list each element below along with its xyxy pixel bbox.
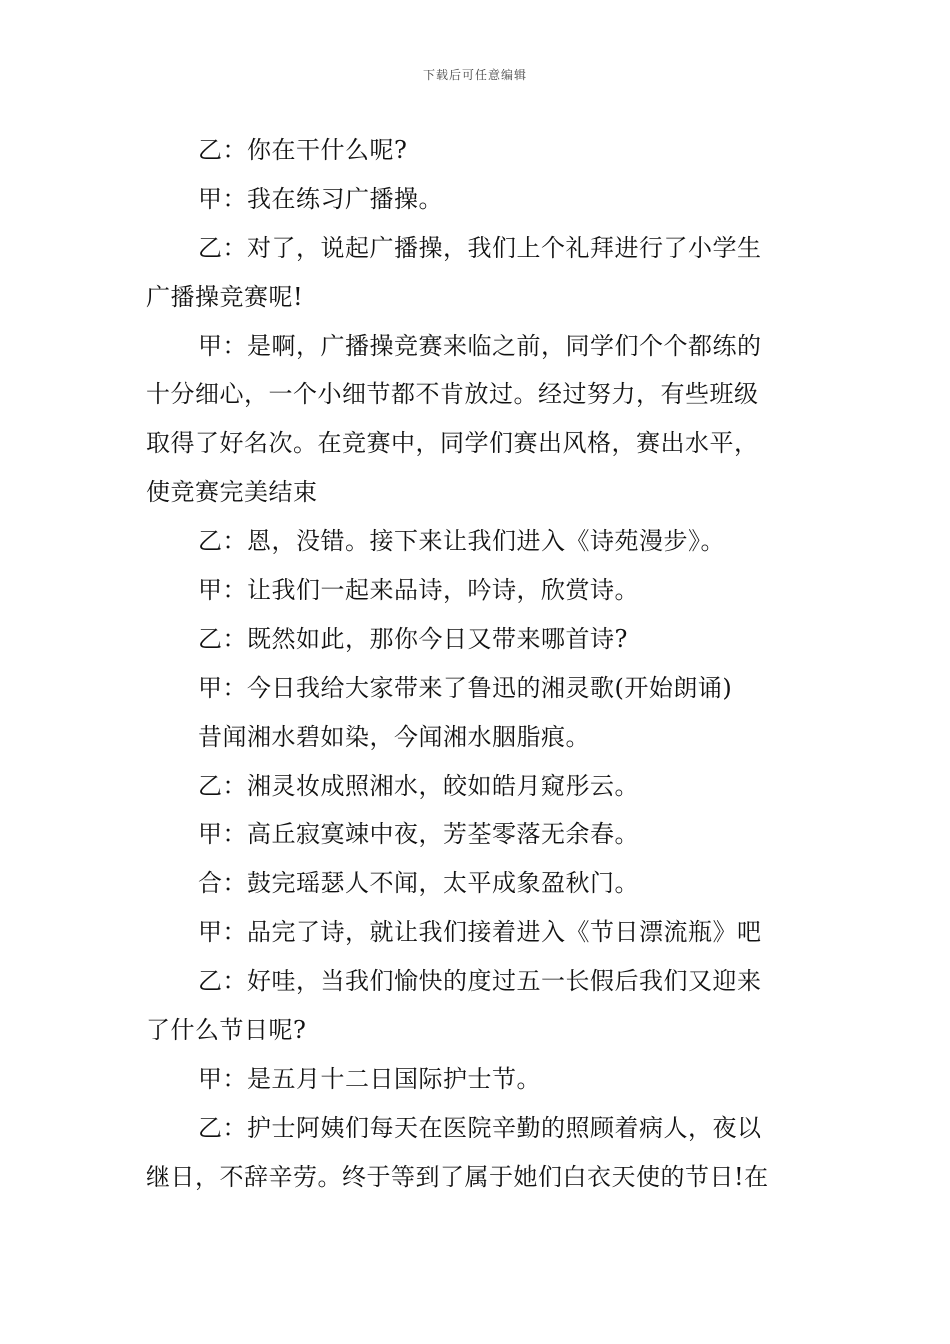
text-line: 乙：好哇，当我们愉快的度过五一长假后我们又迎来	[198, 967, 762, 996]
text-line: 甲：今日我给大家带来了鲁迅的湘灵歌(开始朗诵)	[198, 673, 733, 702]
text-line: 乙：既然如此，那你今日又带来哪首诗?	[198, 624, 628, 653]
page-header-note: 下载后可任意编辑	[422, 68, 527, 82]
text-line: 甲：高丘寂寞竦中夜，芳荃零落无余春。	[198, 820, 639, 849]
text-line: 昔闻湘水碧如染，今闻湘水胭脂痕。	[198, 722, 590, 751]
text-line: 甲：是五月十二日国际护士节。	[198, 1064, 541, 1093]
text-line: 广播操竞赛呢!	[146, 282, 304, 311]
document-body	[146, 126, 810, 1202]
text-line: 甲：是啊，广播操竞赛来临之前，同学们个个都练的	[198, 331, 762, 360]
text-line: 使竞赛完美结束	[146, 478, 318, 507]
text-line: 合：鼓完瑶瑟人不闻，太平成象盈秋门。	[198, 869, 639, 898]
text-line: 乙：你在干什么呢?	[198, 136, 408, 164]
text-line: 了什么节日呢?	[146, 1016, 307, 1045]
text-line: 甲：让我们一起来品诗，吟诗，欣赏诗。	[198, 576, 639, 605]
text-line: 十分细心，一个小细节都不肯放过。经过努力，有些班级	[146, 380, 759, 409]
text-line: 继日，不辞辛劳。终于等到了属于她们白衣天使的节日!在	[146, 1162, 769, 1191]
text-line: 甲：品完了诗，就让我们接着进入《节日漂流瓶》吧	[198, 918, 762, 947]
text-line: 乙：对了，说起广播操，我们上个礼拜进行了小学生	[198, 233, 762, 262]
text-line: 乙：恩，没错。接下来让我们进入《诗苑漫步》。	[198, 527, 725, 556]
text-line: 甲：我在练习广播操。	[198, 184, 443, 213]
text-line: 乙：护士阿姨们每天在医院辛勤的照顾着病人，夜以	[198, 1113, 762, 1142]
text-line: 取得了好名次。在竞赛中，同学们赛出风格，赛出水平，	[146, 429, 759, 458]
text-line: 乙：湘灵妆成照湘水，皎如皓月窥彤云。	[198, 771, 639, 800]
